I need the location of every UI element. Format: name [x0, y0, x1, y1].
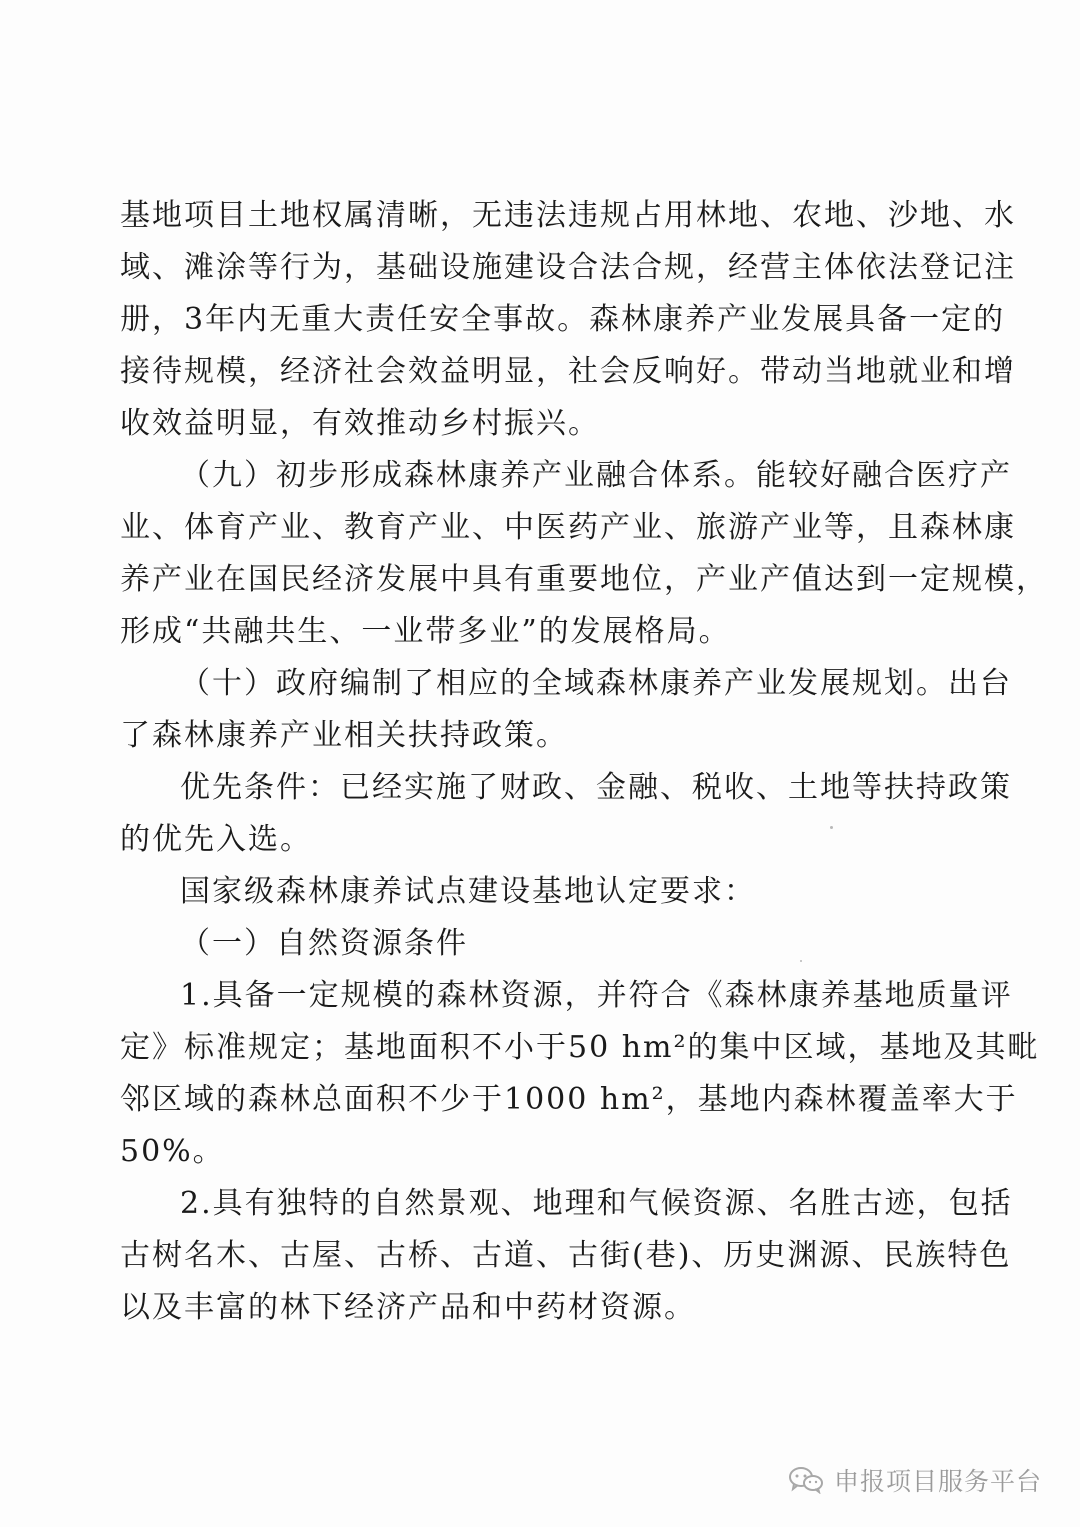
text-line: 了森林康养产业相关扶持政策。	[120, 718, 568, 753]
text-line: 以及丰富的林下经济产品和中药材资源。	[120, 1290, 696, 1325]
text-line: 业、体育产业、教育产业、中医药产业、旅游产业等，且森林康	[120, 510, 1016, 545]
scan-speck	[830, 826, 833, 829]
text-line: 形成“共融共生、一业带多业”的发展格局。	[120, 614, 731, 649]
document-body	[120, 190, 1048, 1334]
scan-speck	[800, 960, 802, 962]
text-line: 收效益明显，有效推动乡村振兴。	[120, 406, 600, 441]
text-line: 优先条件：已经实施了财政、金融、税收、土地等扶持政策	[180, 770, 1012, 805]
text-line: 册，3年内无重大责任安全事故。森林康养产业发展具备一定的	[120, 302, 1006, 337]
text-line: 2.具有独特的自然景观、地理和气候资源、名胜古迹，包括	[180, 1186, 1013, 1221]
text-line: 定》标准规定；基地面积不小于50 hm²的集中区域，基地及其毗	[120, 1030, 1040, 1065]
text-line: 域、滩涂等行为，基础设施建设合法合规，经营主体依法登记注	[120, 250, 1016, 285]
text-line: 50%。	[120, 1134, 225, 1169]
text-line: （十）政府编制了相应的全域森林康养产业发展规划。出台	[180, 666, 1012, 701]
text-line: 国家级森林康养试点建设基地认定要求：	[180, 874, 756, 909]
text-line: 基地项目土地权属清晰，无违法违规占用林地、农地、沙地、水	[120, 198, 1016, 233]
text-line: （九）初步形成森林康养产业融合体系。能较好融合医疗产	[180, 458, 1012, 493]
text-line: 邻区域的森林总面积不少于1000 hm²，基地内森林覆盖率大于	[120, 1082, 1018, 1117]
wechat-icon	[788, 1466, 824, 1494]
text-line: 的优先入选。	[120, 822, 312, 857]
text-line: 古树名木、古屋、古桥、古道、古街(巷)、历史渊源、民族特色	[120, 1238, 1012, 1273]
watermark	[788, 1460, 1042, 1500]
text-line: （一）自然资源条件	[180, 926, 468, 961]
text-line: 接待规模，经济社会效益明显，社会反响好。带动当地就业和增	[120, 354, 1016, 389]
text-line: 1.具备一定规模的森林资源，并符合《森林康养基地质量评	[180, 978, 1013, 1013]
watermark-text: 申报项目服务平台	[833, 1467, 1042, 1496]
text-line: 养产业在国民经济发展中具有重要地位，产业产值达到一定规模，	[120, 562, 1048, 597]
